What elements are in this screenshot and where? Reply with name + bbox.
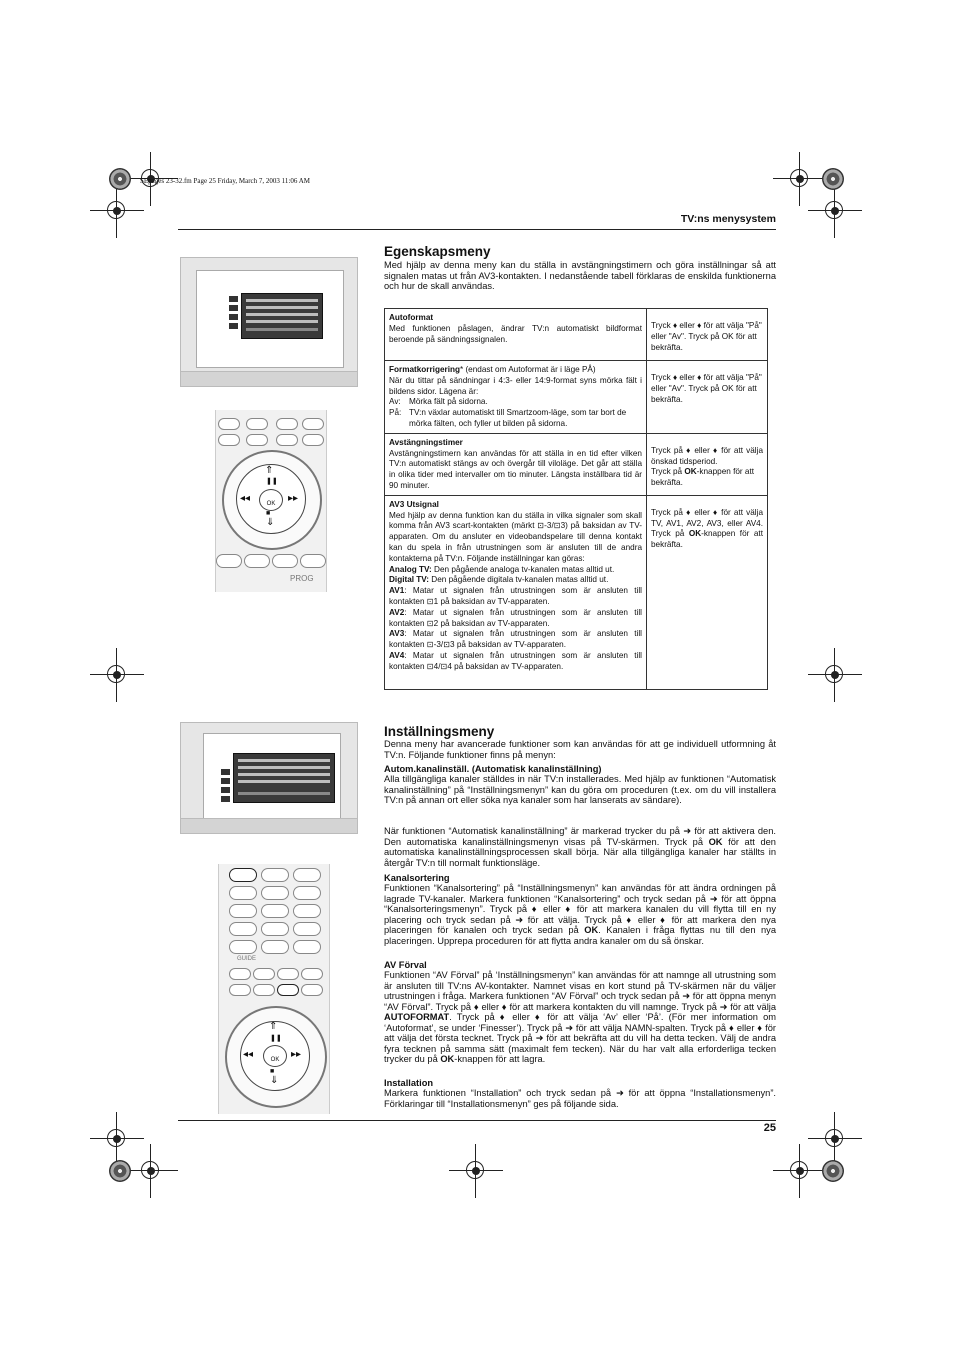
option-text: : Matar ut signalen från utrustningen som är ansluten till kontakten ⊡-3/⊡3 på baksidan av TV-apparaten.: [389, 629, 642, 650]
row-description: Med funktionen påslagen, ändrar TV:n automatiskt bildformat beroende på sändningssignalen.: [389, 323, 642, 344]
table-row: [385, 433, 768, 495]
installningsmeny-title: Inställningsmeny: [384, 724, 495, 739]
registration-mark: [822, 662, 848, 688]
row-action: Tryck ♦ eller ♦ för att välja "På" eller "Av". Tryck på OK för att bekräfta.: [651, 321, 762, 352]
color-target-mark: [109, 1160, 131, 1182]
registration-mark: [822, 1126, 848, 1152]
registration-mark: [463, 1158, 489, 1184]
row-action: Tryck på ♦ eller ♦ för att välja önskad tidsperiod.: [651, 445, 763, 466]
color-target-mark: [822, 168, 844, 190]
option-text: : Matar ut signalen från utrustningen som är ansluten till kontakten ⊡4/⊡4 på baksidan av TV-apparaten.: [389, 650, 642, 671]
remote-illustration: OK ⇑ ❚❚ ⇓ ■ ◂◂ ▸▸ PROG: [215, 410, 327, 592]
registration-mark: [787, 1158, 813, 1184]
kanalsortering-heading: Kanalsortering: [384, 873, 450, 883]
row-name: Autoformat: [389, 313, 434, 322]
option-label: Av:: [389, 397, 401, 407]
row-action: Tryck ♦ eller ♦ för att välja "På" eller "Av". Tryck på OK för att bekräfta.: [651, 373, 762, 404]
registration-mark: [104, 662, 130, 688]
option-label: AV1: [389, 586, 405, 596]
option-text: Den pågående digitala tv-kanalen matas alltid ut.: [429, 575, 609, 585]
installation-heading: Installation: [384, 1078, 434, 1088]
tv-illustration: [180, 722, 358, 834]
option-label: På:: [389, 408, 402, 418]
row-name: Avstängningstimer: [389, 437, 463, 447]
row-description: När du tittar på sändningar i 4:3- eller 14:9-format syns mörka fält i bildens sidor. Lägena är:: [389, 375, 642, 396]
color-target-mark: [109, 168, 131, 190]
row-name: Formatkorrigering: [389, 365, 460, 374]
page-number: 25: [763, 1122, 776, 1134]
egenskapsmeny-intro: Med hjälp av denna meny kan du ställa in avstängningstimern och göra inställningar så att signalen matas ut från AV3-kontakten. I nedanstående tabell förklaras de enskilda funktionerna och hur de skall användas.: [384, 260, 776, 291]
table-row: [385, 361, 768, 434]
option-text: Mörka fält på sidorna.: [409, 397, 488, 407]
row-action: Tryck på: [651, 467, 685, 477]
ok-keyword: OK: [688, 529, 702, 539]
registration-mark: [787, 166, 813, 192]
option-text: Den pågående analoga tv-kanalen matas alltid ut.: [431, 564, 615, 574]
table-row: [385, 309, 768, 361]
registration-mark: [104, 1126, 130, 1152]
option-label: Analog TV:: [389, 564, 432, 574]
option-label: AV3: [389, 629, 405, 639]
autom-heading: Autom.kanalinställ. (Automatisk kanalinställning): [384, 764, 602, 774]
row-description: Med hjälp av denna funktion kan du ställa in vilka signaler som skall komma från AV3 scart-kontakten (märkt ⊡-3/⊡3) på baksidan av TV-apparaten. Om du ansluter en videobandspelare till denna kontakt kan du spela in från utrustningen som är ansluten till de andra kontakterna på TV:n. Följande inställningar kan göras:: [389, 510, 642, 563]
option-label: AV4: [389, 650, 405, 660]
row-action: -knappen för att bekräfta.: [651, 467, 755, 488]
feature-table: [384, 308, 768, 690]
autom-paragraph-1: Alla tillgängliga kanaler ställdes in när TV:n installerades. Med hjälp av funktionen “Automatisk kanalinställning” på “Inställningsmenyn” kan du göra om proceduren (t.ex. om du vill installera TV:n på annan ort eller söka nya kanaler som har lanserats av sändare).: [384, 774, 776, 805]
tv-illustration: [180, 257, 358, 387]
row-description: Avstängningstimern kan användas för att ställa in en tid efter vilken TV:n automatiskt stängs av och övergår till viloläge. Det går att ställa in olika tider med intervaller om tio minuter. Längsta inställbara tid är 90 minuter.: [389, 448, 642, 490]
option-label: AV2: [389, 607, 405, 617]
table-row: [385, 495, 768, 689]
kanalsortering-paragraph: Funktionen “Kanalsortering” på “Inställningsmenyn” kan användas för att ändra ordningen på lagrade TV-kanaler. Markera funktionen “Kanalsortering” och tryck sedan på ➜ för att öppna “Kanalsorteringsmenyn”. Tryck på ♦ eller ♦ för att markera kanalen du vill flytta till en ny placering och tryck sedan på ➜ för att välja. Tryck på ♦ eller ♦ för att markera den nya placeringen för kanalen och tryck sedan på OK. Kanalen i fråga flyttas nu till den nya placeringen. Upprepa proceduren för att flytta andra kanaler om du så önskar.: [384, 883, 776, 946]
footer-rule: [178, 1120, 776, 1121]
installningsmeny-intro: Denna meny har avancerade funktioner som kan användas för att ge individuell utformning åt TV:n. Följande funktioner finns på menyn:: [384, 739, 776, 760]
remote-illustration: GUIDE OK ⇑ ❚❚ ⇓ ■ ◂◂ ▸▸: [218, 864, 330, 1114]
installation-paragraph: Markera funktionen “Installation” och tryck sedan på ➜ för att öppna “Installationsmenyn”. Förklaringar till “Installationsmenyn” ges på följande sida.: [384, 1088, 776, 1109]
option-text: : Matar ut signalen från utrustningen som är ansluten till kontakten ⊡1 på baksidan av TV-apparaten.: [389, 586, 642, 606]
registration-mark: [138, 1158, 164, 1184]
row-action: -knappen för att bekräfta.: [651, 529, 763, 550]
ok-keyword: OK: [684, 467, 697, 477]
color-target-mark: [822, 1160, 844, 1182]
autom-paragraph-2: När funktionen “Automatisk kanalinställning” är markerad trycker du på ➜ för att aktivera den. Den automatiska kanalinställningsmenyn visas på TV-skärmen. Tryck på OK för att den automatiska kanalinställningsprocessen skall börja. När alla tillgängliga kanaler har ställts in återgår TV:n till normalt funktionsläge.: [384, 826, 776, 868]
row-action: Tryck på ♦ eller ♦ för att välja TV, AV1, AV2, AV3, eller AV4. Tryck på: [651, 507, 763, 539]
option-label: Digital TV:: [389, 575, 430, 585]
av-forval-heading: AV Förval: [384, 960, 427, 970]
file-info: SEpages 23-32.fm Page 25 Friday, March 7, 2003 11:06 AM: [140, 177, 310, 185]
option-text: TV:n växlar automatiskt till Smartzoom-läge, som tar bort de mörka fälten, och fyller ut bilden på sidorna.: [409, 408, 627, 428]
registration-mark: [822, 198, 848, 224]
registration-mark: [104, 198, 130, 224]
header-rule: [178, 229, 776, 230]
row-name-note: * (endast om Autoformat är i läge PÅ): [459, 365, 596, 374]
section-header: TV:ns menysystem: [680, 213, 776, 225]
option-text: : Matar ut signalen från utrustningen som är ansluten till kontakten ⊡2 på baksidan av TV-apparaten.: [389, 607, 642, 628]
row-name: AV3 Utsignal: [389, 499, 439, 509]
av-forval-paragraph: Funktionen “AV Förval” på ‘Inställningsmenyn” kan användas för att namnge all utrustning som är ansluten till TV:ns AV-kontakter. Namnet visas en kort stund på TV-skärmen när du väljer utrustningen i fråga. Markera funktionen “AV Förval” och tryck sedan på ➜ för att öppna menyn “AV Förval”. Tryck på ♦ eller ♦ för att markera kontakten du vill namnge. Tryck på ➜ för att välja AUTOFORMAT. Tryck på ♦ eller ♦ för att välja ‘Av’ eller ‘På’. (För mer information om ‘Autoformat’, se under ‘Finesser’). Tryck på ➜ för att välja NAMN-spalten. Tryck på ♦ eller ♦ för att välja det första tecknet. Tryck på ➜ för att bekräfta att du vill ha detta tecken. Välj de andra fyra tecknen på samma sätt (maximalt fem tecken). När du har valt alla erforderliga tecken trycker du på OK-knappen för att lagra.: [384, 970, 776, 1064]
egenskapsmeny-title: Egenskapsmeny: [384, 244, 491, 259]
